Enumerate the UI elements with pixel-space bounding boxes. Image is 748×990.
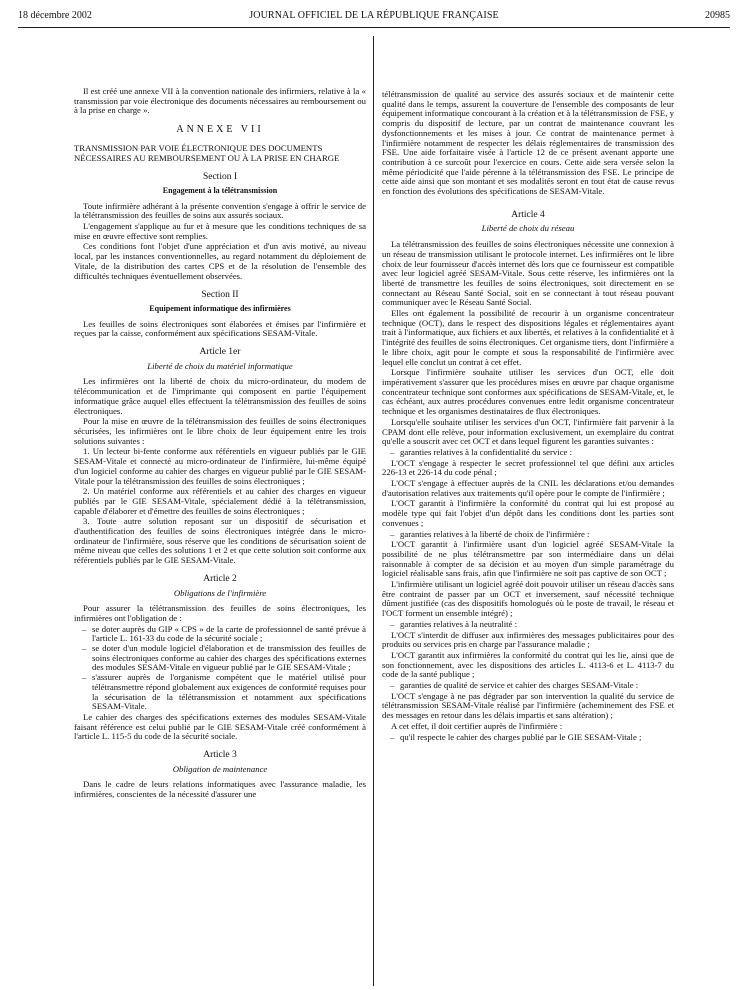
guarantee-group [382,681,674,691]
article-1-title: Liberté de choix du matériel informatique [147,360,293,371]
paragraph: Lorsqu'elle souhaite utiliser les services d'un OCT, l'infirmière fait parvenir à la CPAM dont elle relève, pour information exclusivement, un exemplaire du contrat qu'elle a souscrit avec cet OCT et dans lequel figurent les garanties suivantes : [382,416,674,447]
paragraph: L'engagement s'applique au fur et à mesure que les conditions techniques de sa mise en œuvre effective sont remplies. [74,221,366,241]
paragraph: L'OCT garantit aux infirmières la conformité du contrat qui les lie, ainsi que de son fonctionnement, avec les dispositions des articles L. 4113-6 et L. 4113-7 du code de la santé publique ; [382,649,674,680]
list-item: – garanties de qualité de service et cahier des charges SESAM-Vitale : [382,681,674,691]
article-4-title: Liberté de choix du réseau [481,223,575,234]
annex-title: ANNEXE VII [176,124,264,136]
article-3-heading: Article 3 [203,750,237,761]
list-item: – qu'il respecte le cahier des charges publié par le GIE SESAM-Vitale ; [382,733,674,743]
paragraph: Dans le cadre de leurs relations informatiques avec l'assurance maladie, les infirmières, conscientes de la nécessité d'assurer une [74,779,366,800]
intro-paragraph: Il est créé une annexe VII à la convention nationale des infirmiers, relative à la « transmission par voie électronique des documents nécessaires au remboursement ou à la prise en charge ». [74,86,366,116]
paragraph: L'OCT garantit à l'infirmière usant d'un logiciel agréé SESAM-Vitale la possibilité de ne plus télétransmettre par son intermédiaire dans un délai raisonnable à compter de sa décision et au moyen d'un simple paramétrage du logiciel réalisable sans frais, afin que l'infirmière ne soit pas captive de son OCT ; [382,539,674,579]
paragraph: Les feuilles de soins électroniques sont élaborées et émises par l'infirmière et reçues par la caisse, conformément aux spécifications SESAM-Vitale. [74,318,366,339]
guarantee-group [382,733,674,743]
paragraph: 2. Un matériel conforme aux référentiels et au cahier des charges en vigueur publiés par le GIE SESAM-Vitale, spécialement dédié à la télétransmission, capable d'élaborer et d'émettre des feuilles de soins électroniques ; [74,486,366,516]
paragraph: 3. Toute autre solution reposant sur un dispositif de sécurisation et d'authentification des feuilles de soins électroniques intégrée dans le micro-ordinateur de l'infirmière, sous réserve que les conditions de sécurisation soient de même niveau que celles des solutions 1 et 2 et que cette solution soit conforme aux référentiels publiés par le GIE SESAM-Vitale. [74,516,366,566]
article-4-heading: Article 4 [511,209,545,220]
paragraph: L'OCT s'engage à respecter le secret professionnel tel que défini aux articles 226-13 et 226-14 du code pénal ; [382,457,674,478]
guarantee-group [382,448,674,458]
section-2-heading: Section II [201,290,239,301]
paragraph: La télétransmission des feuilles de soins électroniques nécessite une connexion à un réseau de transmission utilisant le protocole internet. Les infirmières ont le libre choix de leur fournisseur d'accès internet dès lors que ce fournisseur est compatible avec leur logiciel agréé SESAM-Vitale. Sous cette réserve, les infirmières ont la liberté de transmettre les feuilles de soins électroniques, soit directement en se connectant au Réseau Santé Social, soit en se connectant à tout réseau pouvant communiquer avec le Réseau Santé Social. [382,239,674,308]
obligations-list [74,625,366,712]
header-rule [18,27,730,28]
article-2-title: Obligations de l'infirmière [173,587,267,598]
paragraph: L'OCT garantit à l'infirmière la conformité du contrat qui lui est proposé au modèle type qui fait l'objet d'un dépôt dans les conditions dont les parties sont convenues ; [382,498,674,528]
article-1-heading: Article 1er [199,347,241,358]
paragraph: Le cahier des charges des spécifications externes des modules SESAM-Vitale faisant référence est celui publié par le GIE SESAM-Vitale créé conformément à l'article L. 115-5 du code de la sécurité sociale. [74,711,366,742]
paragraph: Elles ont également la possibilité de recourir à un organisme concentrateur technique (OCT), dans le respect des dispositions légales et réglementaires ayant trait à l'informatique, aux fichiers et aux libertés, et relatives à la confidentialité et à l'intégrité des feuilles de soins électroniques. Cet organisme tiers, dont l'infirmière a le libre choix, agit pour le compte et sous la responsabilité de l'infirmière avec lequel elle conclut un contrat à cet effet. [382,308,674,367]
paragraph: L'infirmière utilisant un logiciel agréé doit pouvoir utiliser un réseau d'accès sans être contraint de passer par un OCT et inversement, sauf nécessité technique dûment justifiée (cas des dispositifs homologués où le poste de travail, le réseau et l'OCT forment un ensemble intégré) ; [382,579,674,619]
list-item: – s'assurer auprès de l'organisme compétent que le matériel utilisé pour télétransmettre répond globalement aux exigences de conformité requises pour la sécurisation de la télétransmission et notamment aux spécifications SESAM-Vitale. [74,673,366,712]
right-column [382,90,674,743]
list-item: – garanties relatives à la neutralité : [382,620,674,630]
paragraph: A cet effet, il doit certifier auprès de l'infirmière : [391,720,563,731]
list-item: – garanties relatives à la confidentialité du service : [382,448,674,458]
page-header [18,10,730,26]
paragraph: Pour assurer la télétransmission des feuilles de soins électroniques, les infirmières ont l'obligation de : [74,603,366,623]
guarantee-group [382,530,674,540]
paragraph: L'OCT s'engage à effectuer auprès de la CNIL les déclarations et/ou demandes d'autorisation relatives aux traitements qu'il opère pour le compte de l'infirmière ; [382,478,674,498]
article-3-title: Obligation de maintenance [172,763,268,774]
list-item: – se doter auprès du GIP « CPS » de la carte de professionnel de santé prévue à l'article L. 161-33 du code de la sécurité sociale ; [74,625,366,644]
header-page-number: 20985 [705,10,730,21]
paragraph: Pour la mise en œuvre de la télétransmission des feuilles de soins électroniques sécurisées, les infirmières ont le libre choix de leur équipement entre les trois solutions suivantes : [74,416,366,446]
guarantee-group [382,620,674,630]
paragraph: télétransmission de qualité au service des assurés sociaux et de maintenir cette qualité dans le temps, assurent la couverture de l'ensemble des composants de leur équipement informatique concourant à la création et à la télétransmission de FSE, y compris du dispositif de lecture, par un contrat de maintenance couvrant les dysfonctionnements et les mises à jour. Ce contrat de maintenance permet à l'infirmière notamment de respecter les délais réglementaires de transmission des FSE. Une aide forfaitaire visée à l'article 12 de ce présent avenant apporte une contribution à ce surcoût pour l'exercice en cours. Cette aide sera versée selon la même périodicité que l'aide pérenne à la télétransmission des FSE. Le principe de cette aide ainsi que son montant et ses modalités seront en tout état de cause revus en fonction des évolutions des spécifications de SESAM-Vitale. [382,89,674,197]
section-2-title: Equipement informatique des infirmières [149,303,291,313]
left-column [74,87,366,801]
annex-subtitle: TRANSMISSION PAR VOIE ÉLECTRONIQUE DES DOCUMENTS NÉCESSAIRES AU REMBOURSEMENT OU À LA PRISE EN CHARGE [74,142,340,163]
paragraph: Ces conditions font l'objet d'une appréciation et d'un avis motivé, au niveau local, par les instances conventionnelles, au regard notamment du déploiement de Vitale, de la distribution des cartes CPS et de la résolution de l'ensemble des difficultés techniques éventuellement observées. [74,241,366,281]
header-date: 18 décembre 2002 [18,10,92,21]
list-item: – se doter d'un module logiciel d'élaboration et de transmission des feuilles de soins électroniques conforme au cahier des charges des spécifications externes des modules SESAM-Vitale en vigueur publié par le GIE SESAM-Vitale ; [74,644,366,673]
paragraph: 1. Un lecteur bi-fente conforme aux référentiels en vigueur publiés par le GIE SESAM-Vitale et connecté au micro-ordinateur de l'infirmière, lui-même équipé d'un logiciel conforme au cahier des charges en vigueur publié par le GIE SESAM-Vitale pour la télétransmission des feuilles de soins électroniques ; [74,446,366,486]
paragraph: Toute infirmière adhérant à la présente convention s'engage à offrir le service de la télétransmission des feuilles de soins aux assurés sociaux. [74,200,366,221]
list-item: – garanties relatives à la liberté de choix de l'infirmière : [382,530,674,540]
header-journal-title: JOURNAL OFFICIEL DE LA RÉPUBLIQUE FRANÇAISE [249,10,499,21]
section-1-heading: Section I [202,172,238,183]
article-2-heading: Article 2 [203,573,237,584]
paragraph: L'OCT s'interdit de diffuser aux infirmières des messages publicitaires pour des produits ou services pris en charge par l'assurance maladie ; [382,629,674,650]
column-divider [373,36,374,986]
paragraph: Lorsque l'infirmière souhaite utiliser les services d'un OCT, elle doit impérativement s'assurer que les procédures mises en œuvre par chaque organisme concentrateur technique sont conformes aux spécifications de SESAM-Vitale, et, le cas échéant, aux autres procédures convenues entre ledit organisme concentrateur technique et les organismes destinataires de flux électroniques. [382,367,674,417]
paragraph: Les infirmières ont la liberté de choix du micro-ordinateur, du modem de télécommunication et de l'imprimante qui composent en partie l'équipement informatique grâce auquel elles effectuent la télétransmission des feuilles de soins électroniques. [74,376,366,416]
section-1-title: Engagement à la télétransmission [162,185,278,195]
paragraph: L'OCT s'engage à ne pas dégrader par son intervention la qualité du service de télétransmission SESAM-Vitale réalisé par l'infirmière (acheminement des FSE et des messages en retour dans les délais impartis et sans altération) ; [382,690,674,721]
